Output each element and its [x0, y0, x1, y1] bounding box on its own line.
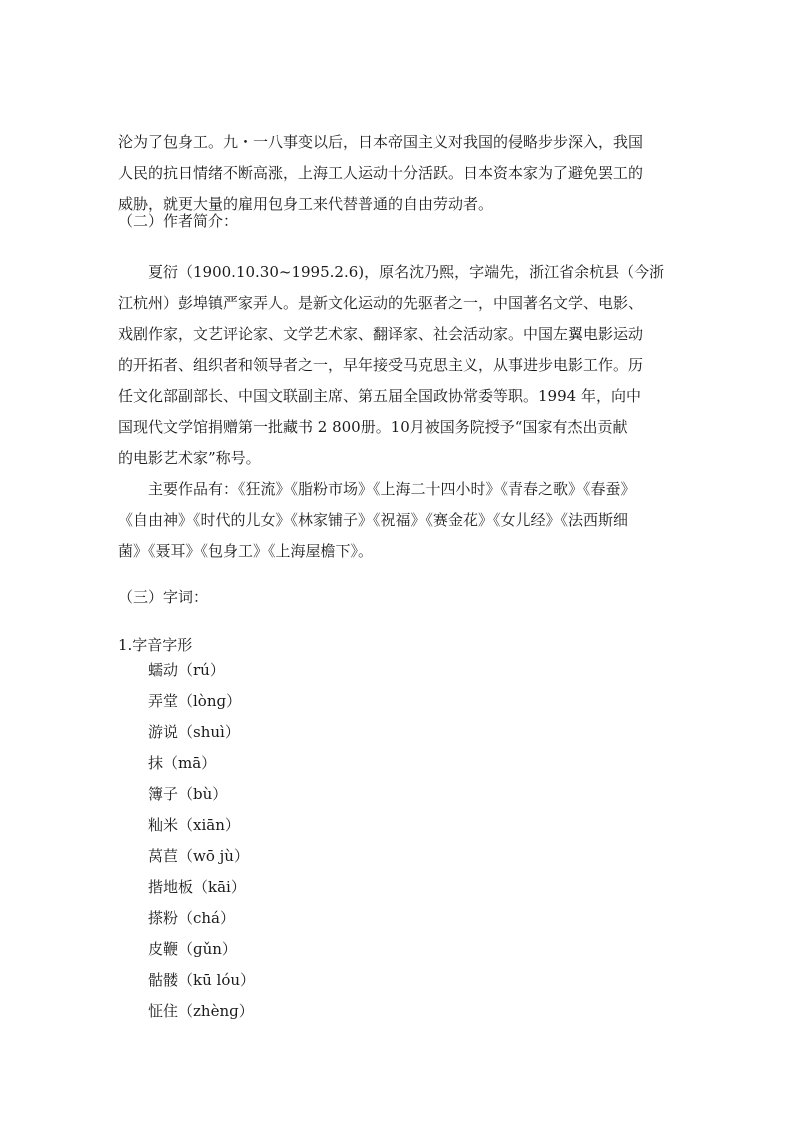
author-line: 江杭州）彭埠镇严家弄人。是新文化运动的先驱者之一，中国著名文学、电影、 [118, 294, 644, 312]
intro-line: 沦为了包身工。九・一八事变以后，日本帝国主义对我国的侵略步步深入，我国 [118, 133, 644, 151]
vocab-subheading: 1.字音字形 [118, 636, 193, 654]
author-line: 的电影艺术家”称号。 [118, 449, 261, 467]
intro-line: 威胁，就更大量的雇用包身工来代替普通的自由劳动者。 [118, 195, 494, 213]
vocab-item: 游说（shuì） [148, 723, 240, 741]
vocab-item: 莴苣（wō jù） [148, 847, 249, 865]
author-line: 国现代文学馆捐赠第一批藏书 2 800册。10月被国务院授予“国家有杰出贡献 [118, 418, 628, 436]
author-line: 的开拓者、组织者和领导者之一，早年接受马克思主义，从事进步电影工作。历 [118, 356, 644, 374]
vocab-item: 怔住（zhènɡ） [148, 1002, 254, 1020]
author-line: 任文化部副部长、中国文联副主席、第五届全国政协常委等职。1994 年，向中 [118, 387, 641, 405]
vocab-item: 蠕动（rú） [148, 661, 225, 679]
vocab-item: 簿子（bù） [148, 785, 228, 803]
author-line: 戏剧作家，文艺评论家、文学艺术家、翻译家、社会活动家。中国左翼电影运动 [118, 325, 644, 343]
works-line: 《自由神》《时代的儿女》《林家铺子》《祝福》《赛金花》《女儿经》《法西斯细 [118, 511, 629, 529]
section-heading-vocab: （三）字词： [118, 588, 209, 606]
works-line: 菌》《聂耳》《包身工》《上海屋檐下》。 [118, 542, 374, 560]
works-line: 主要作品有：《狂流》《脂粉市场》《上海二十四小时》《青春之歌》《春蚕》 [148, 480, 636, 498]
vocab-item: 弄堂（lònɡ） [148, 692, 242, 710]
vocab-item: 揩地板（kāi） [148, 878, 246, 896]
intro-line: 人民的抗日情绪不断高涨，上海工人运动十分活跃。日本资本家为了避免罢工的 [118, 164, 644, 182]
works-paragraph [118, 474, 688, 567]
vocab-item: 骷髅（kū lóu） [148, 971, 256, 989]
section-heading-author: （二）作者简介： [118, 212, 239, 230]
author-line: 夏衍（1900.10.30~1995.2.6)，原名沈乃熙，字端先，浙江省余杭县（今浙 [148, 263, 665, 281]
vocab-item: 籼米（xiān） [148, 816, 240, 834]
author-paragraph [118, 257, 688, 474]
vocab-item: 皮鞭（ɡǔn） [148, 940, 237, 958]
vocab-item: 抹（mā） [148, 754, 217, 772]
vocab-list [148, 659, 255, 1031]
vocab-item: 搽粉（chá） [148, 909, 236, 927]
intro-paragraph [118, 127, 688, 220]
